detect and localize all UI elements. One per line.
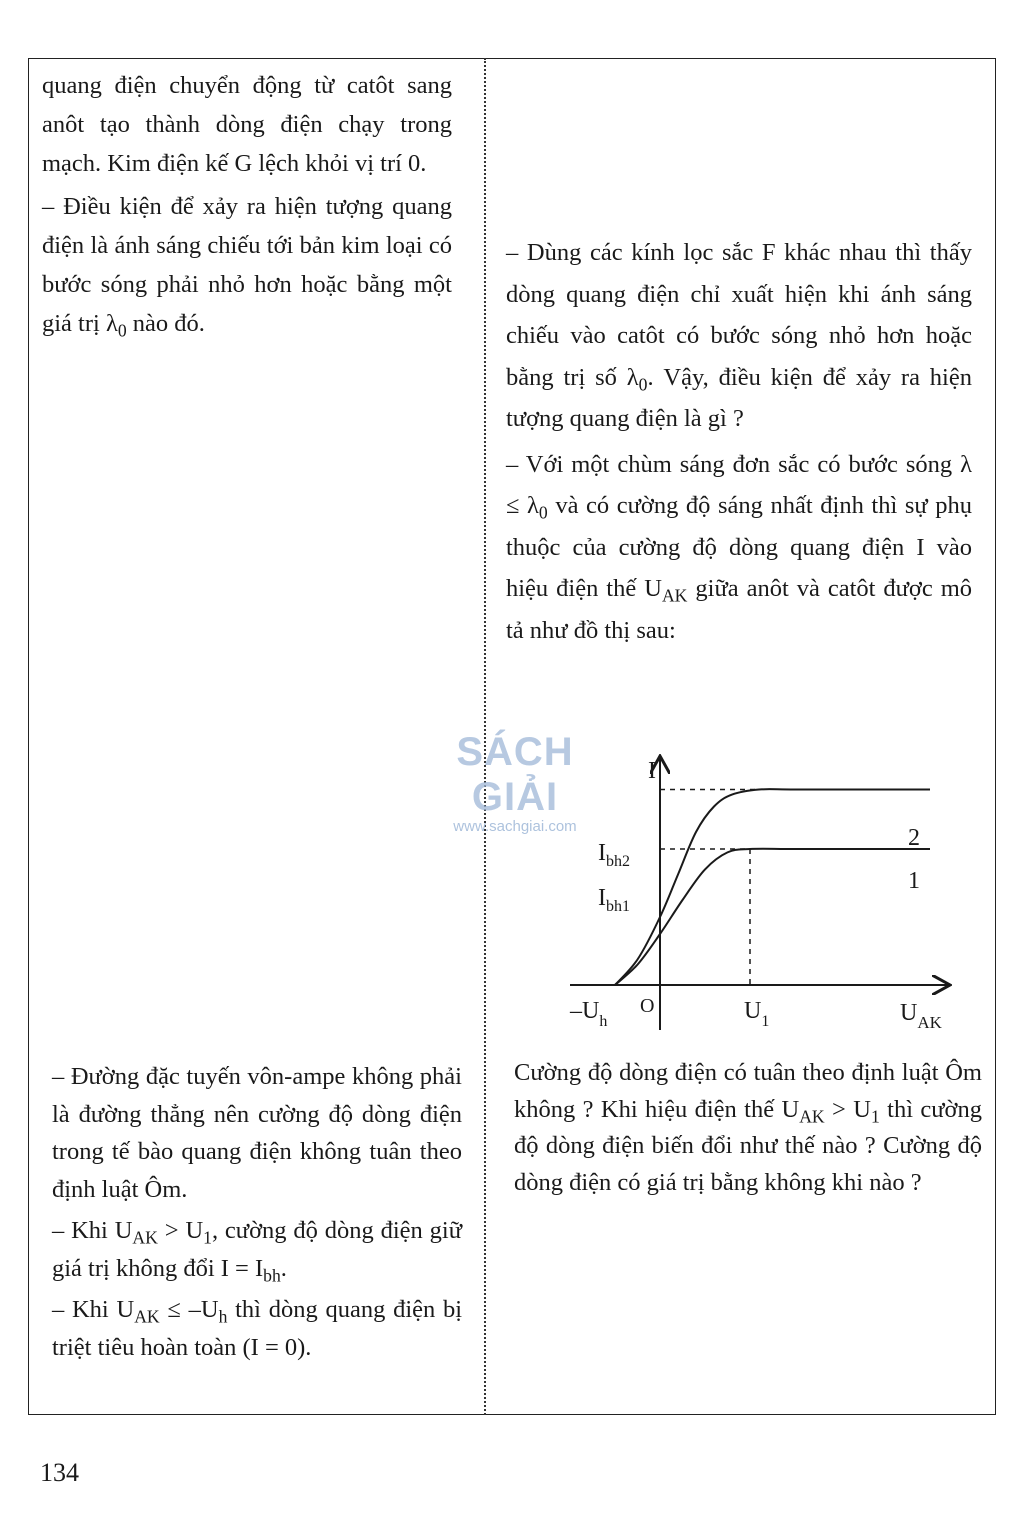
curve-1 (615, 849, 930, 985)
ibh1-label: $I_{bh1}$ (598, 885, 630, 915)
left-paragraph-5: – Khi $U_{AK} \le -U_h$ thì dòng quang điện bị triệt tiêu hoàn toàn (I = 0). (52, 1296, 463, 1361)
watermark-title: SÁCH GIẢI (456, 730, 574, 819)
x-axis-label: $U_{AK}$ (900, 1000, 942, 1032)
right-paragraph-3: Cường độ dòng điện có tuân theo định luật Ôm không ? Khi hiệu điện thế $U_{AK} > U_1$ thì cường độ dòng điện biến đổi như thế nào ? Cường độ dòng điện có giá trị bằng không khi nào ? (514, 1059, 983, 1196)
watermark (410, 730, 620, 835)
left-paragraph-1: quang điện chuyển động từ catôt sang anôt tạo thành dòng điện chạy trong mạch. Kim điện kế G lệch khỏi vị trí 0. (42, 72, 452, 177)
volt-ampere-graph (560, 740, 980, 1050)
left-block-2 (52, 1058, 462, 1366)
y-axis-label: I (648, 758, 656, 784)
page-number: 134 (40, 1458, 79, 1487)
left-block-1 (42, 66, 452, 343)
right-paragraph-1: – Dùng các kính lọc sắc F khác nhau thì thấy dòng quang điện chỉ xuất hiện khi ánh sáng chiếu vào catôt có bước sóng nhỏ hơn hoặc bằng trị số $\lambda_0$. Vậy, điều kiện để xảy ra hiện tượng quang điện là gì ? (506, 239, 972, 432)
right-paragraph-2: – Với một chùm sáng đơn sắc có bước sóng $\lambda \le \lambda_0$ và có cường độ sáng nhất định thì sự phụ thuộc của cường độ dòng quang điện I vào hiệu điện thế $U_{AK}$ giữa anôt và catôt được mô tả như đồ thị sau: (506, 450, 973, 644)
neg-uh-label: $-U_h$ (570, 998, 608, 1030)
right-block-1 (506, 232, 972, 651)
ibh2-label: $I_{bh2}$ (598, 840, 630, 870)
series-2-label: 2 (908, 825, 920, 851)
right-block-2 (514, 1055, 982, 1201)
origin-label: O (640, 995, 655, 1017)
watermark-url: www.sachgiai.com (453, 818, 577, 835)
left-paragraph-4: – Khi $U_{AK} > U_1$, cường độ dòng điện giữ giá trị không đổi $I = I_{bh}$. (52, 1217, 462, 1285)
u1-label: $U_1$ (744, 998, 770, 1030)
left-paragraph-3: – Đường đặc tuyến vôn-ampe không phải là đường thẳng nên cường độ dòng điện trong tế bào quang điện không tuân theo định luật Ôm. (52, 1063, 462, 1203)
curve-2 (615, 789, 930, 985)
left-paragraph-2: – Điều kiện để xảy ra hiện tượng quang điện là ánh sáng chiếu tới bản kim loại có bước sóng phải nhỏ hơn hoặc bằng một giá trị $\lambda_0$ nào đó. (42, 193, 452, 341)
series-1-label: 1 (908, 868, 920, 894)
